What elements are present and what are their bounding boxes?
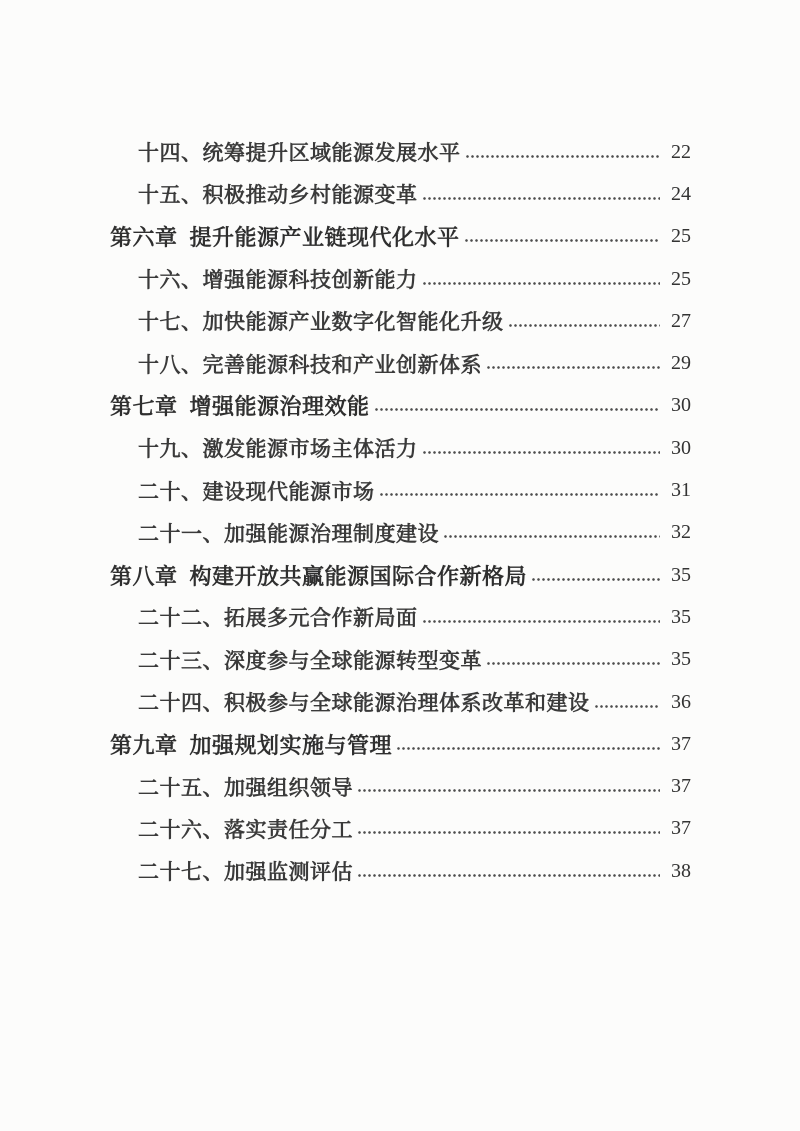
dot-leader — [464, 226, 660, 247]
toc-entry-page: 30 — [671, 436, 691, 459]
toc-entry-title: 二十二、拓展多元合作新局面 — [138, 607, 418, 631]
toc-entry — [110, 469, 691, 511]
toc-entry-page: 25 — [671, 225, 691, 248]
toc-entry-title: 二十三、深度参与全球能源转型变革 — [138, 649, 482, 673]
dot-leader — [422, 184, 661, 205]
dot-leader — [465, 142, 661, 163]
toc-entry-page: 31 — [671, 479, 691, 502]
toc-entry-title: 二十一、加强能源治理制度建设 — [138, 522, 439, 546]
toc-entry — [110, 596, 691, 638]
toc-entry-title: 第八章 构建开放共赢能源国际合作新格局 — [110, 563, 528, 589]
dot-leader — [443, 522, 660, 543]
toc-entry-page: 35 — [671, 648, 691, 671]
toc-entry-title: 十五、积极推动乡村能源变革 — [138, 184, 418, 208]
toc-entry-title: 十九、激发能源市场主体活力 — [138, 438, 418, 462]
dot-leader — [531, 565, 660, 586]
dot-leader — [357, 861, 660, 882]
toc-entry-page: 35 — [671, 605, 691, 628]
toc-chapter-entry — [110, 723, 691, 765]
toc-entry-page: 32 — [671, 521, 691, 544]
toc-entry-title: 二十、建设现代能源市场 — [138, 480, 375, 504]
dot-leader — [396, 734, 660, 755]
dot-leader — [486, 649, 660, 670]
toc-entry-title: 十七、加快能源产业数字化智能化升级 — [138, 311, 504, 335]
toc-entry — [110, 681, 691, 723]
toc-entry-page: 37 — [671, 775, 691, 798]
toc-chapter-entry — [110, 554, 691, 596]
toc-entry-title: 二十四、积极参与全球能源治理体系改革和建设 — [138, 692, 590, 715]
toc-entry — [110, 131, 691, 173]
toc-entry — [110, 765, 691, 807]
dot-leader — [422, 438, 661, 459]
toc-entry — [110, 300, 691, 342]
toc-entry-title: 二十七、加强监测评估 — [138, 861, 353, 885]
table-of-contents — [110, 131, 691, 892]
toc-entry-page: 38 — [671, 859, 691, 882]
toc-entry — [110, 850, 691, 892]
toc-entry-title: 第七章 增强能源治理效能 — [110, 394, 370, 420]
toc-entry-page: 37 — [671, 817, 691, 840]
toc-entry-title: 二十六、落实责任分工 — [138, 818, 353, 842]
toc-entry — [110, 512, 691, 554]
dot-leader — [422, 607, 661, 628]
toc-entry-title: 十六、增强能源科技创新能力 — [138, 269, 418, 293]
dot-leader — [374, 395, 660, 416]
toc-entry-title: 二十五、加强组织领导 — [138, 776, 353, 800]
dot-leader — [594, 692, 661, 713]
toc-entry — [110, 639, 691, 681]
dot-leader — [379, 480, 661, 501]
toc-entry — [110, 808, 691, 850]
toc-chapter-entry — [110, 216, 691, 258]
toc-entry — [110, 258, 691, 300]
dot-leader — [357, 818, 660, 839]
toc-entry — [110, 427, 691, 469]
toc-entry — [110, 173, 691, 215]
toc-entry — [110, 342, 691, 384]
dot-leader — [508, 311, 661, 332]
toc-entry-page: 35 — [671, 563, 691, 586]
toc-entry-title: 第六章 提升能源产业链现代化水平 — [110, 225, 460, 251]
dot-leader — [486, 353, 660, 374]
toc-chapter-entry — [110, 385, 691, 427]
toc-entry-page: 37 — [671, 732, 691, 755]
dot-leader — [357, 776, 660, 797]
toc-entry-title: 十八、完善能源科技和产业创新体系 — [138, 353, 482, 377]
toc-entry-page: 22 — [671, 140, 691, 163]
toc-entry-page: 24 — [671, 182, 691, 205]
toc-entry-page: 36 — [671, 690, 691, 713]
toc-entry-page: 29 — [671, 352, 691, 375]
toc-entry-title: 十四、统筹提升区域能源发展水平 — [138, 142, 461, 166]
dot-leader — [422, 269, 661, 290]
toc-entry-page: 25 — [671, 267, 691, 290]
toc-entry-page: 30 — [671, 394, 691, 417]
toc-entry-title: 第九章 加强规划实施与管理 — [110, 732, 393, 758]
toc-entry-page: 27 — [671, 309, 691, 332]
